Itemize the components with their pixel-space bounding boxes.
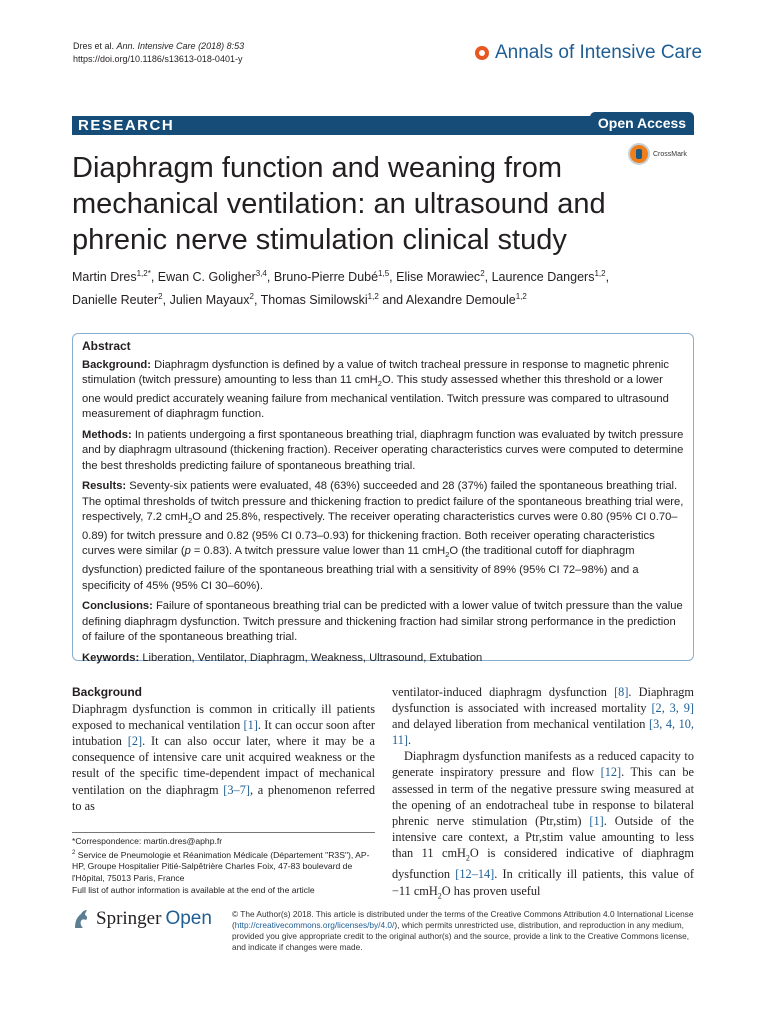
author-item[interactable] [158,270,274,284]
abstract-results [82,479,684,594]
body-text: O is considered indicative of diaphragm dysfunction [392,845,694,882]
reference-link[interactable]: [12] [600,765,622,780]
abstract-background-label: Background: [82,358,151,371]
journal-brand [475,42,702,64]
abstract-methods [82,428,684,475]
author-separator: , [389,270,397,285]
author-separator: , [162,293,170,308]
affiliation-note [72,848,375,885]
subscript: 2 [445,550,450,560]
body-column-left [72,684,375,814]
body-paragraph [392,748,694,904]
abstract-text: In patients undergoing a first spontaneous breathing trial, diaphragm function was evaluated by twitch pressure and by diaphragm ultrasound (thickening fraction). Receiver operating characteristics curves were computed to determine the best thresholds predicting failure of spontaneous breathing trial. [82,428,684,472]
subscript: 2 [465,853,470,863]
author-affiliation: 2 [249,292,254,302]
article-title: Diaphragm function and weaning from mechanical ventilation: an ultrasound and phrenic nerve stimulation clinical study [72,152,606,256]
open-wordmark: Open [165,908,212,929]
author-item[interactable] [396,270,491,284]
license-text [232,909,694,953]
p-symbol: p [184,545,191,558]
author-list [72,264,692,310]
citation-header [73,40,244,66]
author-item[interactable] [406,293,527,307]
footnotes [72,832,375,897]
abstract-background [82,358,684,423]
author-item[interactable] [72,270,158,284]
keywords-text: Liberation, Ventilator, Diaphragm, Weakness, Ultrasound, Extubation [142,651,483,664]
author-affiliation: 3,4 [255,269,267,278]
author-name: Bruno-Pierre Dubé [273,270,379,285]
affiliation-text: Service de Pneumologie et Réanimation Médicale (Département "R3S"), AP-HP, Groupe Hospitalier Pitié-Salpêtrière Charles Foix, 47-83 boulevard de l'Hôpital, 75013 Paris, France [72,849,370,884]
author-affiliation: 1,2 [594,269,606,278]
abstract-keywords-label: Keywords: [82,651,140,664]
body-text: O has proven useful [441,883,541,898]
author-separator: , [484,270,492,285]
author-item[interactable] [492,270,609,284]
body-text: . It can occur soon after intubation [72,718,375,749]
author-name: Elise Morawiec [396,270,481,285]
reference-link[interactable]: [1] [243,718,258,733]
section-bar [72,116,694,135]
abstract-text: Failure of spontaneous breathing trial can be predicted with a lower value of twitch pressure than the value defining diaphragm dysfunction. Twitch pressure and thickening fraction had similar strong performance in the prediction of failure of the spontaneous breathing trial. [82,600,683,644]
author-name: Ewan C. Goligher [157,270,256,285]
abstract-keywords [82,651,684,667]
reference-link[interactable]: [1] [589,813,604,828]
body-paragraph [392,684,694,748]
license-link[interactable]: http://creativecommons.org/licenses/by/4.0/ [234,920,395,930]
body-text: , a phenomenon referred to as [72,782,375,813]
body-text: . In critically ill patients, this value of −11 cmH [392,867,695,898]
citation-authors: Dres et al. [73,41,117,51]
author-affiliation: 2 [158,292,163,302]
author-name: Thomas Similowski [260,293,368,308]
author-item[interactable] [274,270,396,284]
correspondence-email[interactable]: martin.dres@aphp.fr [143,836,223,846]
author-affiliation: 1,2 [367,292,379,302]
body-text: . This can be assessed in term of the negative pressure swing measured at the opening of an endotracheal tube in response to bilateral phrenic nerve stimulation (Ptr,stim) [392,765,694,828]
body-text: Diaphragm dysfunction is common in critically ill patients exposed to mechanical ventilation [72,702,375,733]
reference-link[interactable]: [12–14] [455,867,495,882]
abstract-text: Diaphragm dysfunction is defined by a value of twitch tracheal pressure in response to magnetic phrenic stimulation (twitch pressure) amounting to less than 11 cmH [82,358,670,386]
body-column-right [392,684,694,904]
body-text: Diaphragm dysfunction manifests as a reduced capacity to generate inspiratory pressure and flow [392,749,694,780]
author-name: Laurence Dangers [491,270,595,285]
abstract-box [72,333,694,664]
citation-journal: Ann. Intensive Care [116,41,196,51]
abstract-text: O and 25.8%, respectively. The receiver operating characteristics curves were 0.80 (95% CI 0.70–0.89) for twitch pressure and 0.82 (95% CI 0.73–0.93) for thickening fraction. Both receiver operating characteristics curves were similar ( [82,511,678,558]
author-name: Danielle Reuter [72,293,159,308]
open-access-badge: Open Access [590,112,694,134]
abstract-text: O (the traditional cutoff for diaphragm dysfunction) predicted failure of the spontaneous breathing trial with a sensitivity of 89% (95% CI 72–98%) and a specificity of 45% (95% CI 30–60%). [82,545,639,592]
author-affiliation: 1,5 [378,269,390,278]
springer-wordmark: Springer [96,908,162,929]
author-separator: , [253,293,261,308]
subscript: 2 [437,891,442,901]
author-affiliation: 1,2* [136,269,151,278]
crossmark-badge[interactable] [628,143,687,165]
background-heading: Background [72,685,143,699]
license-part: ), which permits unrestricted use, distribution, and reproduction in any medium, provided you give appropriate credit to the original author(s) and the source, provide a link to the Creative Commons license, and indicate if changes were made. [232,920,690,952]
body-paragraph [72,701,375,814]
license-part: © The Author(s) 2018. This article is distributed under the terms of the Creative Commons Attribution 4.0 International License ( [232,909,694,930]
body-text: . It can also occur later, where it may be a consequence of intensive care unit acquired weakness or the result of the specific time-dependent impact of mechanical ventilation on the diaphragm [72,734,375,797]
author-affiliation: 1,2 [515,292,527,302]
reference-link[interactable]: [3, 4, 10, 11] [392,717,695,748]
author-name: Alexandre Demoule [405,293,516,308]
subscript: 2 [377,379,382,389]
author-item[interactable] [261,293,406,307]
body-text: . [407,733,412,748]
doi-link[interactable]: https://doi.org/10.1186/s13613-018-0401-y [73,54,243,64]
abstract-heading: Abstract [82,339,131,353]
author-name: Julien Mayaux [169,293,250,308]
journal-logo-icon [475,46,489,60]
author-separator: , [605,270,610,285]
author-separator: and [378,293,406,308]
abstract-text: = 0.83). A twitch pressure value lower than 11 cmH [190,545,446,558]
springer-open-logo [72,908,212,930]
correspondence-label: *Correspondence: [72,836,144,846]
section-label: RESEARCH [78,117,175,134]
abstract-results-label: Results: [82,480,127,493]
author-item[interactable] [170,293,261,307]
springer-horse-icon [72,908,90,930]
abstract-conclusions-label: Conclusions: [82,600,153,613]
author-affiliation: 2 [480,269,485,278]
body-text: and delayed liberation from mechanical ventilation [392,717,649,732]
author-name: Martin Dres [72,270,137,285]
full-list-note: Full list of author information is available at the end of the article [72,885,315,896]
author-separator: , [266,270,274,285]
reference-link[interactable]: [2] [127,734,143,749]
reference-link[interactable]: [2, 3, 9] [651,701,694,716]
journal-name: Annals of Intensive Care [495,42,703,63]
abstract-text: Seventy-six patients were evaluated, 48 (63%) succeeded and 28 (37%) failed the spontaneous breathing trial. The optimal thresholds of twitch pressure and thickening fraction to predict failure of the spontaneous breathing trial were, respectively, 7.2 cmH [82,480,684,524]
abstract-methods-label: Methods: [82,428,132,441]
license-statement [232,909,694,953]
correspondence [72,836,375,848]
citation-volume: (2018) 8:53 [195,41,245,51]
body-text: . Outside of the intensive care context, a Ptr,stim value amounting to less than 11 cmH [392,813,694,860]
subscript: 2 [188,516,193,526]
reference-link[interactable]: [3–7] [223,782,250,797]
body-text: ventilator-induced diaphragm dysfunction [392,685,615,699]
reference-link[interactable]: [8] [614,685,629,699]
body-text: . Diaphragm dysfunction is associated with increased mortality [392,685,694,716]
author-separator: , [150,270,158,285]
abstract-text: O. This study assessed whether this threshold or a lower one would predict accurately weaning failure from mechanical ventilation. Twitch pressure was compared to ultrasound measurement of diaphragm function. [82,374,669,421]
affiliation-number: 2 [72,849,76,856]
abstract-conclusions [82,599,684,646]
crossmark-label: CrossMark [653,150,687,158]
author-item[interactable] [72,293,170,307]
